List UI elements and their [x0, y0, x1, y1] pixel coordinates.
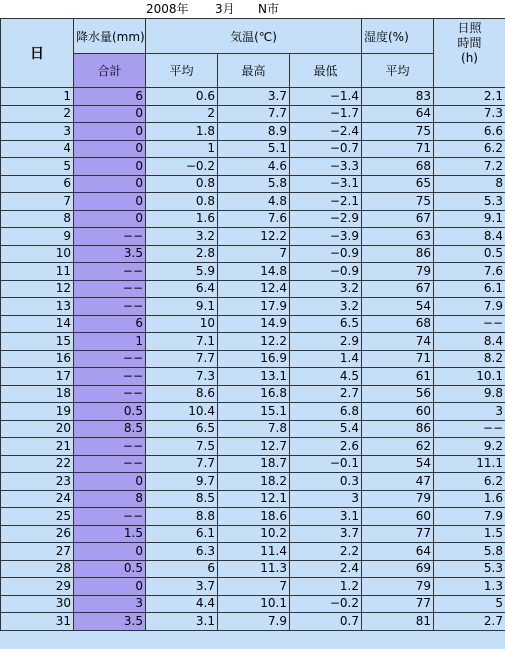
- table-row: [1, 560, 505, 578]
- cell-temp-max: 5.1: [218, 140, 290, 158]
- cell-temp-max: 14.8: [218, 263, 290, 281]
- cell-sunshine: 5.8: [434, 543, 505, 561]
- cell-sunshine: 0.5: [434, 245, 505, 263]
- cell-day: 17: [1, 368, 74, 386]
- cell-sunshine: 11.1: [434, 455, 505, 473]
- cell-temp-min: −2.4: [290, 123, 362, 141]
- cell-day: 8: [1, 210, 74, 228]
- cell-temp-avg: 3.1: [146, 613, 218, 631]
- cell-temp-avg: 4.4: [146, 595, 218, 613]
- cell-temp-avg: 1.8: [146, 123, 218, 141]
- cell-day: 23: [1, 473, 74, 491]
- cell-day: 16: [1, 350, 74, 368]
- table-row: [1, 263, 505, 281]
- cell-precip-total: 8: [74, 490, 146, 508]
- table-row: [1, 403, 505, 421]
- cell-temp-min: 2.7: [290, 385, 362, 403]
- cell-sunshine: 1.3: [434, 578, 505, 596]
- cell-temp-avg: 7.3: [146, 368, 218, 386]
- table-row: [1, 490, 505, 508]
- cell-humidity-avg: 63: [362, 228, 434, 246]
- cell-temp-min: 3.2: [290, 280, 362, 298]
- cell-precip-total: 0: [74, 210, 146, 228]
- cell-temp-max: 11.3: [218, 560, 290, 578]
- cell-temp-min: 1.4: [290, 350, 362, 368]
- cell-temp-max: 3.7: [218, 88, 290, 106]
- cell-temp-max: 7: [218, 245, 290, 263]
- cell-temp-avg: 8.5: [146, 490, 218, 508]
- cell-temp-max: 16.8: [218, 385, 290, 403]
- cell-day: 11: [1, 263, 74, 281]
- cell-temp-max: 4.8: [218, 193, 290, 211]
- cell-day: 14: [1, 315, 74, 333]
- cell-sunshine: 8.4: [434, 228, 505, 246]
- table-row: [1, 508, 505, 526]
- cell-precip-total: −−: [74, 280, 146, 298]
- cell-day: 7: [1, 193, 74, 211]
- cell-day: 13: [1, 298, 74, 316]
- cell-temp-avg: 6.5: [146, 420, 218, 438]
- cell-day: 31: [1, 613, 74, 631]
- cell-precip-total: 0: [74, 578, 146, 596]
- header-sunshine-line2: 時間: [457, 36, 482, 50]
- title-month: 3月: [215, 2, 235, 16]
- cell-temp-min: −3.1: [290, 175, 362, 193]
- cell-day: 2: [1, 105, 74, 123]
- cell-temp-avg: 9.1: [146, 298, 218, 316]
- cell-day: 4: [1, 140, 74, 158]
- cell-day: 15: [1, 333, 74, 351]
- cell-sunshine: 6.6: [434, 123, 505, 141]
- cell-sunshine: 9.1: [434, 210, 505, 228]
- cell-temp-min: 3.2: [290, 298, 362, 316]
- cell-day: 22: [1, 455, 74, 473]
- cell-humidity-avg: 67: [362, 210, 434, 228]
- header-sunshine: [434, 19, 505, 88]
- cell-temp-min: 5.4: [290, 420, 362, 438]
- cell-sunshine: −−: [434, 315, 505, 333]
- cell-temp-min: 3.7: [290, 525, 362, 543]
- table-row: [1, 385, 505, 403]
- cell-humidity-avg: 68: [362, 158, 434, 176]
- cell-precip-total: −−: [74, 508, 146, 526]
- cell-sunshine: 2.1: [434, 88, 505, 106]
- cell-temp-min: 0.3: [290, 473, 362, 491]
- cell-temp-min: −0.1: [290, 455, 362, 473]
- cell-temp-max: 17.9: [218, 298, 290, 316]
- cell-humidity-avg: 60: [362, 508, 434, 526]
- cell-sunshine: 7.9: [434, 508, 505, 526]
- cell-temp-avg: 5.9: [146, 263, 218, 281]
- cell-temp-avg: 6.1: [146, 525, 218, 543]
- cell-humidity-avg: 79: [362, 490, 434, 508]
- cell-precip-total: 6: [74, 88, 146, 106]
- cell-precip-total: −−: [74, 385, 146, 403]
- cell-day: 20: [1, 420, 74, 438]
- cell-humidity-avg: 65: [362, 175, 434, 193]
- cell-sunshine: 7.3: [434, 105, 505, 123]
- table-row: [1, 228, 505, 246]
- cell-temp-max: 18.6: [218, 508, 290, 526]
- cell-temp-avg: 10: [146, 315, 218, 333]
- cell-day: 10: [1, 245, 74, 263]
- cell-sunshine: 8.4: [434, 333, 505, 351]
- cell-temp-min: −3.9: [290, 228, 362, 246]
- cell-temp-min: 6.5: [290, 315, 362, 333]
- cell-temp-max: 7.9: [218, 613, 290, 631]
- cell-sunshine: 5.3: [434, 193, 505, 211]
- cell-humidity-avg: 67: [362, 280, 434, 298]
- cell-sunshine: 7.9: [434, 298, 505, 316]
- cell-precip-total: −−: [74, 263, 146, 281]
- cell-precip-total: 0: [74, 158, 146, 176]
- cell-temp-max: 12.2: [218, 333, 290, 351]
- cell-temp-avg: 2: [146, 105, 218, 123]
- table-row: [1, 525, 505, 543]
- cell-temp-min: −2.9: [290, 210, 362, 228]
- cell-temp-max: 12.1: [218, 490, 290, 508]
- header-day: 日: [1, 19, 74, 88]
- cell-temp-avg: 10.4: [146, 403, 218, 421]
- cell-temp-max: 18.2: [218, 473, 290, 491]
- cell-temp-max: 18.7: [218, 455, 290, 473]
- cell-precip-total: 0: [74, 175, 146, 193]
- cell-precip-total: −−: [74, 455, 146, 473]
- cell-humidity-avg: 64: [362, 543, 434, 561]
- cell-temp-max: 7.7: [218, 105, 290, 123]
- cell-temp-min: −2.1: [290, 193, 362, 211]
- cell-precip-total: 0: [74, 105, 146, 123]
- cell-temp-min: 4.5: [290, 368, 362, 386]
- table-row: [1, 613, 505, 631]
- cell-sunshine: −−: [434, 420, 505, 438]
- cell-temp-min: −0.7: [290, 140, 362, 158]
- cell-temp-max: 14.9: [218, 315, 290, 333]
- cell-temp-avg: 6.3: [146, 543, 218, 561]
- cell-humidity-avg: 75: [362, 123, 434, 141]
- cell-temp-min: 2.4: [290, 560, 362, 578]
- cell-humidity-avg: 54: [362, 455, 434, 473]
- cell-sunshine: 6.1: [434, 280, 505, 298]
- table-row: [1, 420, 505, 438]
- cell-day: 24: [1, 490, 74, 508]
- cell-day: 25: [1, 508, 74, 526]
- cell-temp-min: 2.2: [290, 543, 362, 561]
- cell-precip-total: 0.5: [74, 403, 146, 421]
- cell-temp-avg: 8.8: [146, 508, 218, 526]
- cell-temp-max: 7.6: [218, 210, 290, 228]
- cell-day: 19: [1, 403, 74, 421]
- cell-temp-max: 5.8: [218, 175, 290, 193]
- cell-temp-min: 2.9: [290, 333, 362, 351]
- table-row: [1, 88, 505, 106]
- cell-precip-total: 6: [74, 315, 146, 333]
- cell-temp-max: 13.1: [218, 368, 290, 386]
- cell-precip-total: 0: [74, 123, 146, 141]
- weather-table: [0, 18, 505, 631]
- cell-day: 3: [1, 123, 74, 141]
- cell-sunshine: 7.2: [434, 158, 505, 176]
- table-row: [1, 298, 505, 316]
- table-row: [1, 175, 505, 193]
- cell-temp-min: −0.9: [290, 263, 362, 281]
- cell-temp-max: 12.7: [218, 438, 290, 456]
- table-row: [1, 140, 505, 158]
- table-row: [1, 350, 505, 368]
- title-city: N市: [258, 2, 279, 16]
- cell-temp-avg: 3.2: [146, 228, 218, 246]
- cell-precip-total: −−: [74, 298, 146, 316]
- cell-temp-min: 0.7: [290, 613, 362, 631]
- cell-temp-avg: 3.7: [146, 578, 218, 596]
- cell-precip-total: 1: [74, 333, 146, 351]
- cell-temp-avg: −0.2: [146, 158, 218, 176]
- cell-sunshine: 6.2: [434, 140, 505, 158]
- table-row: [1, 193, 505, 211]
- cell-temp-avg: 6: [146, 560, 218, 578]
- cell-sunshine: 2.7: [434, 613, 505, 631]
- cell-temp-avg: 7.5: [146, 438, 218, 456]
- cell-day: 29: [1, 578, 74, 596]
- cell-precip-total: 3: [74, 595, 146, 613]
- cell-humidity-avg: 86: [362, 420, 434, 438]
- cell-sunshine: 5: [434, 595, 505, 613]
- cell-temp-avg: 2.8: [146, 245, 218, 263]
- cell-sunshine: 8.2: [434, 350, 505, 368]
- cell-precip-total: 0.5: [74, 560, 146, 578]
- title-year: 2008年: [146, 2, 189, 16]
- cell-sunshine: 9.8: [434, 385, 505, 403]
- cell-precip-total: 1.5: [74, 525, 146, 543]
- header-sunshine-line3: (h): [461, 51, 478, 65]
- table-body: [1, 88, 505, 631]
- table-row: [1, 315, 505, 333]
- cell-temp-max: 7.8: [218, 420, 290, 438]
- cell-humidity-avg: 64: [362, 105, 434, 123]
- cell-humidity-avg: 74: [362, 333, 434, 351]
- cell-temp-min: −1.7: [290, 105, 362, 123]
- cell-temp-avg: 1.6: [146, 210, 218, 228]
- table-row: [1, 473, 505, 491]
- cell-temp-min: 3.1: [290, 508, 362, 526]
- cell-temp-avg: 8.6: [146, 385, 218, 403]
- header-temp: 気温(℃): [146, 19, 362, 54]
- cell-temp-avg: 7.7: [146, 350, 218, 368]
- table-row: [1, 595, 505, 613]
- cell-precip-total: 0: [74, 140, 146, 158]
- cell-temp-max: 10.1: [218, 595, 290, 613]
- cell-day: 12: [1, 280, 74, 298]
- cell-temp-max: 12.2: [218, 228, 290, 246]
- table-row: [1, 438, 505, 456]
- cell-temp-min: −1.4: [290, 88, 362, 106]
- cell-temp-max: 11.4: [218, 543, 290, 561]
- table-row: [1, 280, 505, 298]
- cell-precip-total: −−: [74, 438, 146, 456]
- cell-humidity-avg: 69: [362, 560, 434, 578]
- table-row: [1, 333, 505, 351]
- header-temp-avg: 平均: [146, 54, 218, 88]
- cell-temp-max: 16.9: [218, 350, 290, 368]
- cell-temp-avg: 1: [146, 140, 218, 158]
- table-row: [1, 123, 505, 141]
- header-humidity-avg: 平均: [362, 54, 434, 88]
- cell-temp-max: 4.6: [218, 158, 290, 176]
- header-precip: 降水量(mm): [74, 19, 146, 54]
- cell-temp-max: 12.4: [218, 280, 290, 298]
- cell-temp-avg: 9.7: [146, 473, 218, 491]
- cell-day: 6: [1, 175, 74, 193]
- cell-day: 18: [1, 385, 74, 403]
- table-row: [1, 245, 505, 263]
- cell-temp-min: 3: [290, 490, 362, 508]
- cell-humidity-avg: 81: [362, 613, 434, 631]
- cell-humidity-avg: 83: [362, 88, 434, 106]
- cell-humidity-avg: 79: [362, 578, 434, 596]
- cell-sunshine: 9.2: [434, 438, 505, 456]
- cell-temp-min: −0.2: [290, 595, 362, 613]
- cell-day: 26: [1, 525, 74, 543]
- header-temp-min: 最低: [290, 54, 362, 88]
- cell-precip-total: 0: [74, 473, 146, 491]
- cell-humidity-avg: 79: [362, 263, 434, 281]
- cell-sunshine: 7.6: [434, 263, 505, 281]
- header-precip-total: 合計: [74, 54, 146, 88]
- cell-precip-total: 3.5: [74, 245, 146, 263]
- cell-temp-avg: 6.4: [146, 280, 218, 298]
- table-row: [1, 578, 505, 596]
- cell-day: 30: [1, 595, 74, 613]
- cell-temp-min: −0.9: [290, 245, 362, 263]
- cell-precip-total: 0: [74, 193, 146, 211]
- cell-day: 28: [1, 560, 74, 578]
- cell-humidity-avg: 75: [362, 193, 434, 211]
- cell-humidity-avg: 60: [362, 403, 434, 421]
- cell-precip-total: −−: [74, 228, 146, 246]
- cell-day: 21: [1, 438, 74, 456]
- cell-day: 1: [1, 88, 74, 106]
- cell-temp-avg: 7.1: [146, 333, 218, 351]
- cell-humidity-avg: 56: [362, 385, 434, 403]
- cell-day: 9: [1, 228, 74, 246]
- cell-day: 27: [1, 543, 74, 561]
- table-title: [0, 0, 505, 18]
- cell-humidity-avg: 54: [362, 298, 434, 316]
- cell-humidity-avg: 77: [362, 525, 434, 543]
- cell-temp-avg: 0.8: [146, 175, 218, 193]
- cell-sunshine: 10.1: [434, 368, 505, 386]
- cell-sunshine: 3: [434, 403, 505, 421]
- table-row: [1, 543, 505, 561]
- cell-humidity-avg: 77: [362, 595, 434, 613]
- cell-humidity-avg: 68: [362, 315, 434, 333]
- cell-temp-min: −3.3: [290, 158, 362, 176]
- cell-sunshine: 8: [434, 175, 505, 193]
- cell-temp-max: 8.9: [218, 123, 290, 141]
- cell-temp-max: 15.1: [218, 403, 290, 421]
- cell-sunshine: 6.2: [434, 473, 505, 491]
- cell-precip-total: −−: [74, 368, 146, 386]
- cell-temp-avg: 7.7: [146, 455, 218, 473]
- cell-temp-avg: 0.8: [146, 193, 218, 211]
- cell-sunshine: 5.3: [434, 560, 505, 578]
- header-sunshine-line1: 日照: [457, 21, 482, 35]
- table-row: [1, 368, 505, 386]
- cell-humidity-avg: 86: [362, 245, 434, 263]
- cell-precip-total: −−: [74, 350, 146, 368]
- cell-temp-min: 2.6: [290, 438, 362, 456]
- table-row: [1, 105, 505, 123]
- cell-precip-total: 8.5: [74, 420, 146, 438]
- cell-humidity-avg: 47: [362, 473, 434, 491]
- cell-temp-avg: 0.6: [146, 88, 218, 106]
- cell-day: 5: [1, 158, 74, 176]
- cell-temp-max: 10.2: [218, 525, 290, 543]
- table-row: [1, 158, 505, 176]
- cell-temp-max: 7: [218, 578, 290, 596]
- cell-temp-min: 6.8: [290, 403, 362, 421]
- header-temp-max: 最高: [218, 54, 290, 88]
- cell-temp-min: 1.2: [290, 578, 362, 596]
- cell-humidity-avg: 71: [362, 350, 434, 368]
- cell-sunshine: 1.5: [434, 525, 505, 543]
- cell-sunshine: 1.6: [434, 490, 505, 508]
- table-row: [1, 455, 505, 473]
- cell-precip-total: 3.5: [74, 613, 146, 631]
- table-row: [1, 210, 505, 228]
- cell-humidity-avg: 62: [362, 438, 434, 456]
- cell-humidity-avg: 71: [362, 140, 434, 158]
- cell-humidity-avg: 61: [362, 368, 434, 386]
- header-humidity: 湿度(%): [362, 19, 434, 54]
- cell-precip-total: 0: [74, 543, 146, 561]
